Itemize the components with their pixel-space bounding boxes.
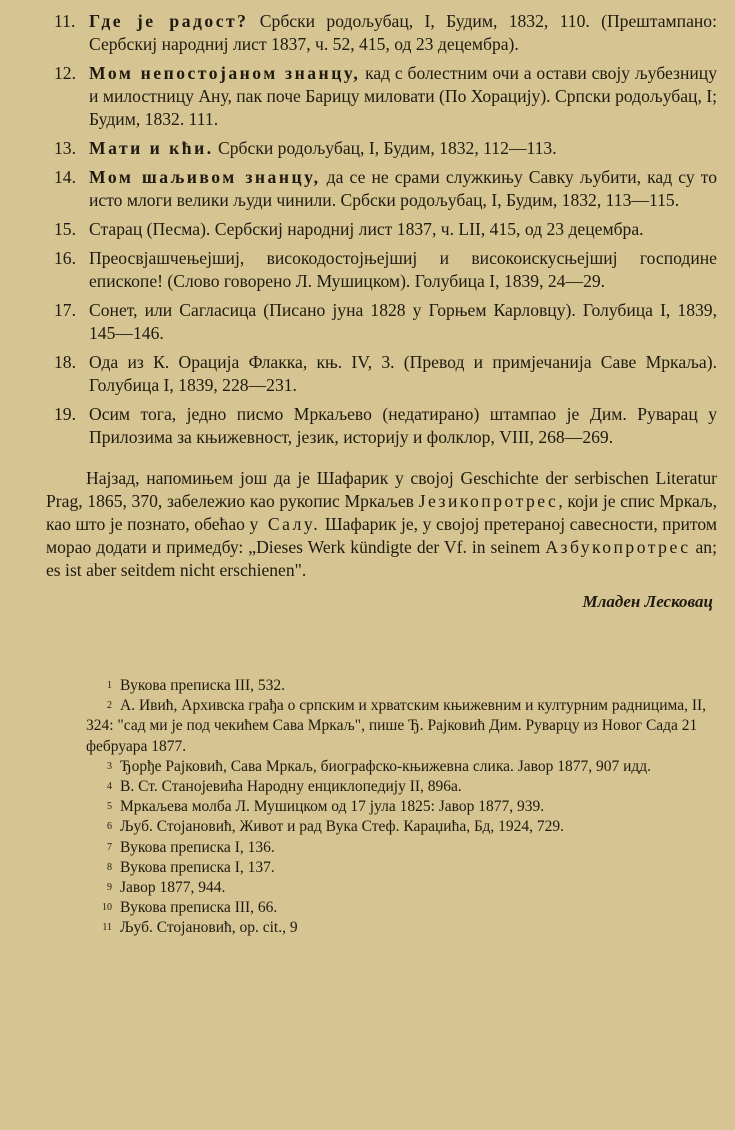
entry-text: Преосвјашчењејшиј, високодостојњејшиј и високоискусњејшиј господине епископе! (Слово говорено Л. Мушицком). Голубица I, 1839, 24—29. bbox=[89, 248, 717, 291]
footnote: 1 Вукова преписка III, 532. bbox=[20, 676, 717, 696]
entry-text: Србски родољубац, I, Будим, 1832, 112—113. bbox=[213, 138, 557, 158]
entry-number: 12. bbox=[54, 63, 76, 83]
list-item bbox=[20, 403, 717, 449]
footnote: 9 Јавор 1877, 944. bbox=[20, 878, 717, 898]
entry-text: да се не срами служкињу Савку љубити, кад су то исто млоги велики људи чинили. Србски родољубац, I, Будим, 1832, 113—115. bbox=[89, 167, 717, 210]
author-signature: Младен Лесковац bbox=[582, 592, 713, 611]
footnote-mark: 10 bbox=[102, 902, 112, 914]
footnote-mark: 9 bbox=[107, 882, 112, 894]
entry-number: 18. bbox=[54, 352, 76, 372]
entry-number: 17. bbox=[54, 300, 76, 320]
footnote: 7 Вукова преписка I, 136. bbox=[20, 838, 717, 858]
entry-text: Сонет, или Сагласица (Писано јуна 1828 у Горњем Карловцу). Голубица I, 1839, 145—146. bbox=[89, 300, 717, 343]
entry-text: кад с болестним очи а остави своју љубезницу и милостницу Ану, пак поче Барицу миловати (По Хорацију). Српски родољубац, I; Будим, 1832. 111. bbox=[89, 63, 718, 129]
list-item bbox=[20, 137, 717, 160]
footnote-mark: 6 bbox=[107, 821, 112, 833]
list-item bbox=[20, 10, 717, 56]
list-item bbox=[20, 166, 717, 212]
entry-number: 11. bbox=[54, 11, 76, 31]
footnote: 3 Ђорђе Рајковић, Сава Мркаљ, биографско-књижевна слика. Јавор 1877, 907 идд. bbox=[20, 757, 717, 777]
list-item bbox=[20, 299, 717, 345]
footnote: 11 Љуб. Стојановић, op. cit., 9 bbox=[20, 918, 717, 938]
list-item bbox=[20, 62, 717, 131]
entry-text: Старац (Песма). Сербскиј народниј лист 1837, ч. LII, 415, од 23 децембра. bbox=[89, 219, 644, 239]
footnote-mark: 3 bbox=[107, 760, 112, 772]
footnote: 4 В. Ст. Станојевића Народну енциклопедију II, 896а. bbox=[20, 777, 717, 797]
entry-title: Мом шаљивом знанцу, bbox=[89, 167, 321, 187]
list-item bbox=[20, 247, 717, 293]
entry-text: Осим тога, једно писмо Мркаљево (недатирано) штампао је Дим. Руварац у Прилозима за књижевност, језик, историју и фолклор, VIII, 268—269. bbox=[89, 404, 717, 447]
spaced-place: у Салу. bbox=[249, 514, 321, 534]
entry-number: 13. bbox=[54, 138, 76, 158]
footnote: 10 Вукова преписка III, 66. bbox=[20, 898, 717, 918]
footnote: 5 Мркаљева молба Л. Мушицком од 17 јула 1825: Јавор 1877, 939. bbox=[20, 797, 717, 817]
entry-number: 16. bbox=[54, 248, 76, 268]
footnote: 8 Вукова преписка I, 137. bbox=[20, 858, 717, 878]
entry-title: Где је радост? bbox=[89, 11, 249, 31]
footnote-mark: 11 bbox=[102, 922, 112, 934]
footnote-mark: 2 bbox=[107, 700, 112, 712]
footnote-mark: 5 bbox=[107, 801, 112, 813]
entry-number: 19. bbox=[54, 404, 76, 424]
footnotes bbox=[20, 676, 717, 939]
entry-title: Мом непостојаном знанцу, bbox=[89, 63, 361, 83]
list-item bbox=[20, 218, 717, 241]
footnote-mark: 1 bbox=[107, 680, 112, 691]
entry-text: Србски родољубац, I, Будим, 1832, 110. (Прештампано: Сербскиј народниј лист 1837, ч. 52, 415, од 23 децембра). bbox=[89, 11, 717, 54]
footnote-mark: 8 bbox=[107, 861, 112, 873]
entry-number: 14. bbox=[54, 167, 76, 187]
footnote: 6 Љуб. Стојановић, Живот и рад Вука Стеф. Караџића, Бд, 1924, 729. bbox=[20, 817, 717, 837]
spaced-title: Азбукопротрес bbox=[545, 537, 691, 557]
footnote-mark: 4 bbox=[107, 781, 112, 793]
footnote-mark: 7 bbox=[107, 841, 112, 853]
entry-number: 15. bbox=[54, 219, 76, 239]
bibliography-list bbox=[20, 10, 717, 449]
list-item bbox=[20, 351, 717, 397]
spaced-title: Језикопротрес bbox=[418, 491, 559, 511]
entry-title: Мати и кћи. bbox=[89, 138, 214, 158]
closing-paragraph: Најзад, напомињем још да је Шафарик у својој Geschichte der serbischen Literatur Prag, 1865, 370, забележио као рукопис Мркаљев Језикопротрес, који је спис Мркаљ, као што је познато, обећао у Салу. Шафарик је, у својој претераној савесности, притом морао додати и примедбу: „Dieses Werk kündigte der Vf. in seinem Азбукопротрес an; es ist aber seitdem nicht erschienen". bbox=[46, 468, 717, 580]
entry-text: Ода из К. Орација Флакка, књ. IV, 3. (Превод и примјечанија Саве Мркаља). Голубица I, 1839, 228—231. bbox=[89, 352, 717, 395]
footnote: 2 А. Ивић, Архивска грађа о српским и хрватским књижевним и културним радницима, II, 324: "сад ми је под чекићем Сава Мркаљ", пише Ђ. Рајковић Дим. Руварцу из Новог Сада 21 фебруара 1877. bbox=[86, 697, 707, 755]
